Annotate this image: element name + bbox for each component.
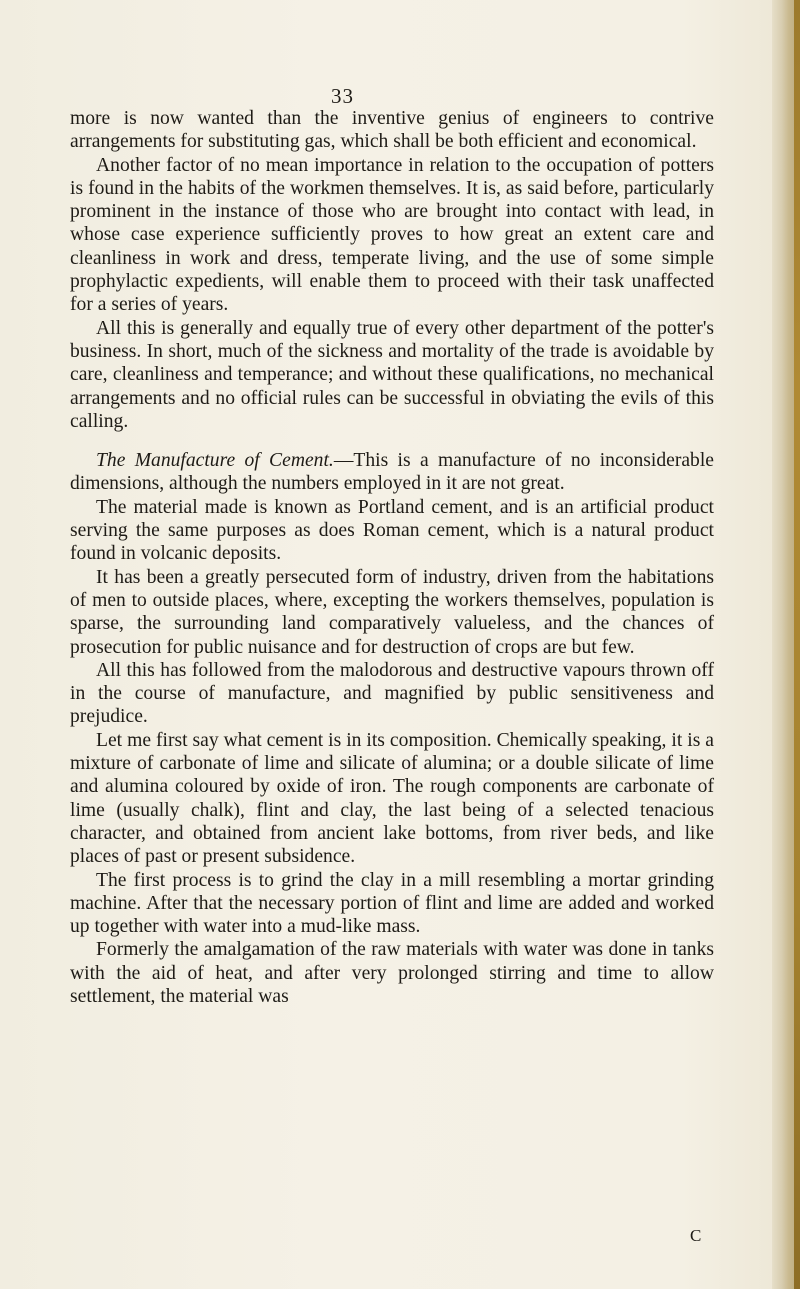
paragraph-continuation: more is now wanted than the inventive genius of engineers to contrive arrangements for substituting gas, which shall be both efficient and economical. [70,108,714,153]
signature-mark: C [690,1226,702,1245]
binding-edge [794,0,800,1289]
section-heading: The Manufacture of Cement. [96,450,334,472]
paragraph-habits: Another factor of no mean importance in relation to the occupation of potters is found in the habits of the workmen themselves. It is, as said before, particularly prominent in the instance of those who are brought into contact with lead, in whose case experience sufficiently proves to how great an extent care and cleanliness in work and dress, temperate living, and the use of some simple prophylactic expedients, will enable them to proceed with their task unaffected for a series of years. [70,154,714,316]
paragraph-persecuted-industry: It has been a greatly persecuted form of industry, driven from the habitations of men to outside places, where, excepting the workers themselves, population is sparse, the surrounding land comparatively valueless, and the chances of prosecution for public nuisance and for destruction of crops are but few. [70,566,714,658]
paragraph-potters-business: All this is generally and equally true of every other department of the potter's business. In short, much of the sickness and mortality of the trade is avoidable by care, cleanliness and temperance; and without these qualifications, no mechanical arrangements and no official rules can be successful in obviating the evils of this calling. [70,317,714,432]
section-lead: —This is a manufacture of no inconsiderable dimensions, although the numbers employed in it are not great. [70,450,714,495]
body-text [70,107,714,1008]
paragraph-first-process: The first process is to grind the clay in a mill resembling a mortar grinding machine. After that the necessary portion of flint and lime are added and worked up together with water into a mud-like mass. [70,869,714,938]
section-cement-intro [70,449,714,496]
page-number: 33 [331,84,354,108]
paragraph-portland-cement: The material made is known as Portland cement, and is an artificial product serving the same purposes as does Roman cement, which is a natural product found in volcanic deposits. [70,496,714,565]
paragraph-vapours: All this has followed from the malodorous and destructive vapours thrown off in the course of manufacture, and magnified by public sensitiveness and prejudice. [70,659,714,728]
paragraph-amalgamation: Formerly the amalgamation of the raw materials with water was done in tanks with the aid of heat, and after very prolonged stirring and time to allow settlement, the material was [70,939,714,1007]
paragraph-composition: Let me first say what cement is in its composition. Chemically speaking, it is a mixture of carbonate of lime and silicate of alumina; or a double silicate of lime and alumina coloured by oxide of iron. The rough components are carbonate of lime (usually chalk), flint and clay, the last being of a selected tenacious character, and obtained from ancient lake bottoms, from river beds, and like places of past or present subsidence. [70,729,714,868]
